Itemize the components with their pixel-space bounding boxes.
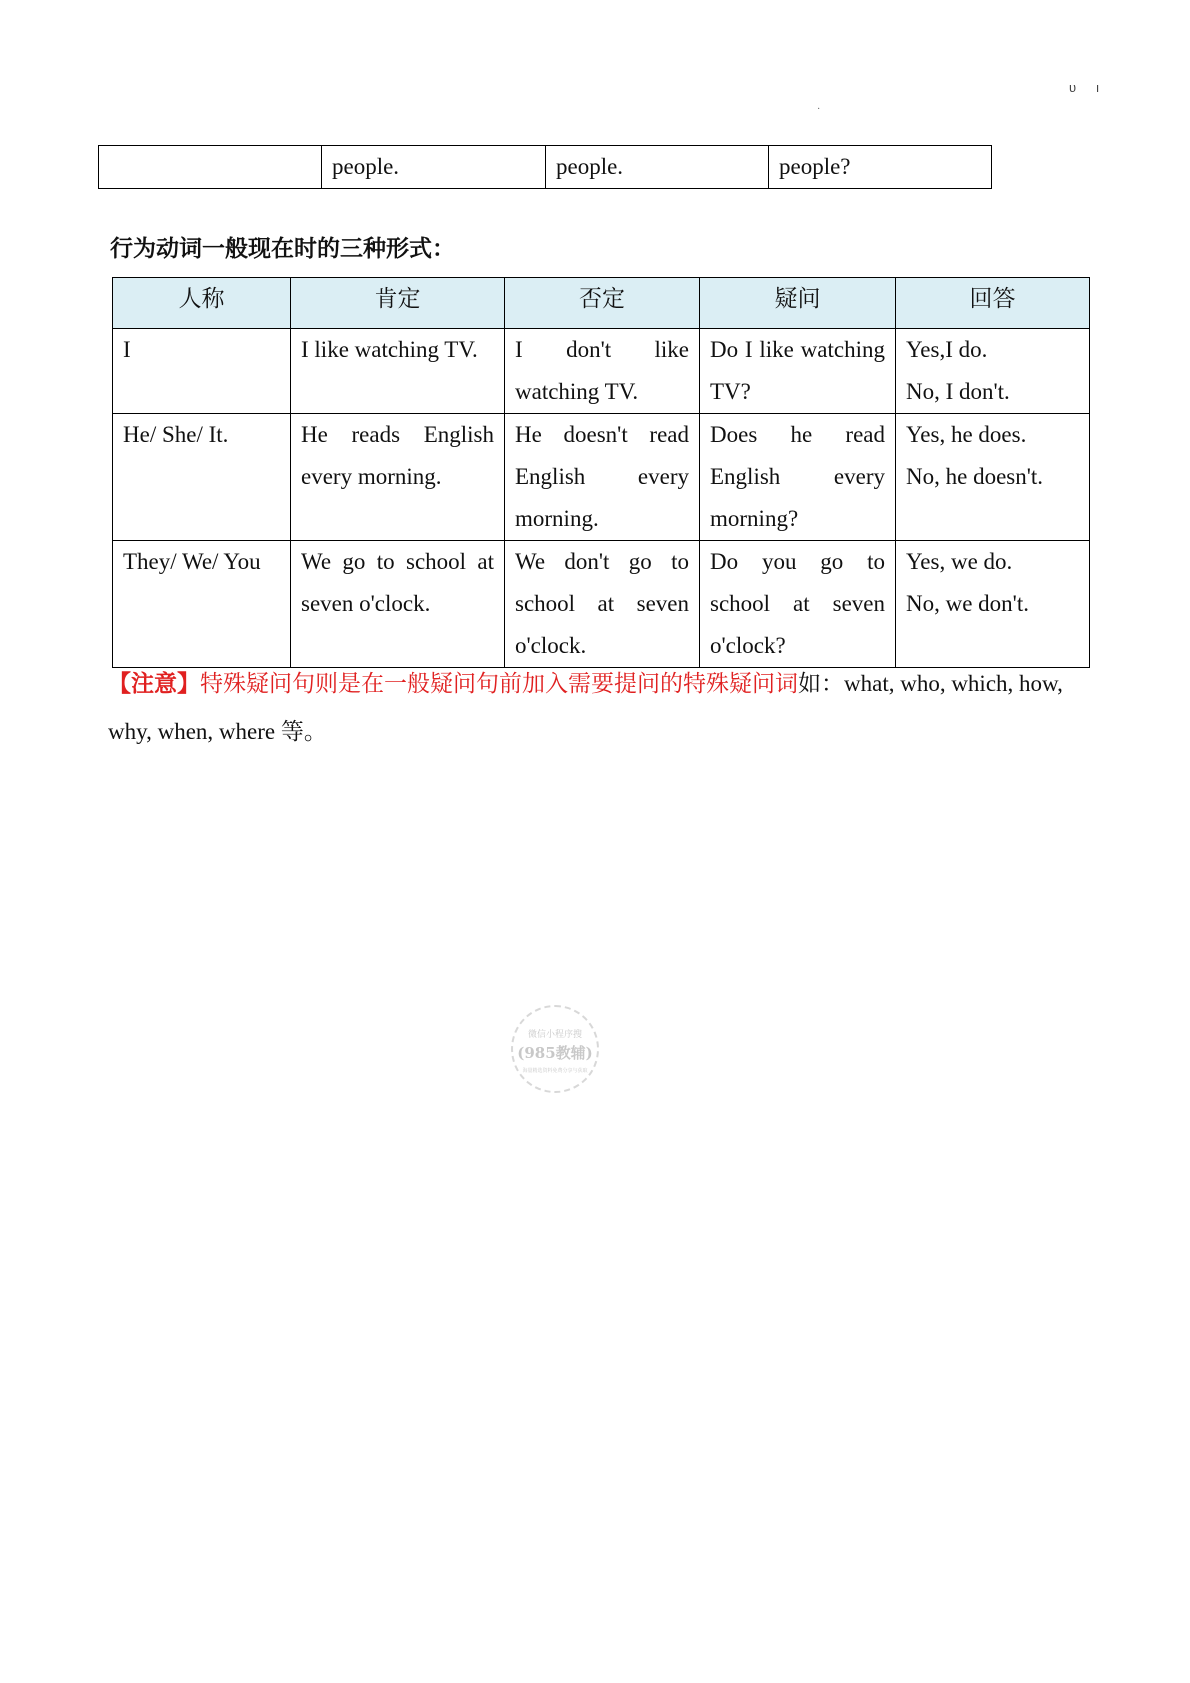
cell-answer bbox=[896, 329, 1090, 414]
header-answer: 回答 bbox=[896, 278, 1090, 329]
cell-answer bbox=[896, 414, 1090, 541]
cell-question: Do you go to school at seven o'clock? bbox=[700, 541, 896, 668]
cell-affirmative: I like watching TV. bbox=[291, 329, 505, 414]
answer-yes: Yes, he does. bbox=[906, 422, 1027, 447]
cell-affirmative: He reads English every morning. bbox=[291, 414, 505, 541]
cell-affirmative: We go to school at seven o'clock. bbox=[291, 541, 505, 668]
table-cell: people? bbox=[769, 146, 992, 189]
note-red-text: 特殊疑问句则是在一般疑问句前加入需要提问的特殊疑问词 bbox=[200, 671, 798, 697]
cell-person: They/ We/ You bbox=[113, 541, 291, 668]
cell-person: I bbox=[113, 329, 291, 414]
continued-table bbox=[98, 145, 992, 189]
page-header-dot: · bbox=[817, 104, 821, 115]
note-paragraph bbox=[108, 660, 1098, 756]
cell-negative: He doesn't read English every morning. bbox=[505, 414, 700, 541]
cell-answer bbox=[896, 541, 1090, 668]
table-cell bbox=[99, 146, 322, 189]
header-question: 疑问 bbox=[700, 278, 896, 329]
note-rest-text: 如：what, who, which, how, why, when, where 等。 bbox=[108, 671, 1063, 744]
table-row bbox=[113, 541, 1090, 668]
page-header-mark: υ ı bbox=[1069, 80, 1108, 95]
table-header-row bbox=[113, 278, 1090, 329]
cell-question: Do I like watching TV? bbox=[700, 329, 896, 414]
note-tag: 【注意】 bbox=[108, 671, 200, 697]
answer-no: No, we don't. bbox=[906, 591, 1029, 616]
table-row bbox=[113, 329, 1090, 414]
answer-no: No, he doesn't. bbox=[906, 464, 1044, 489]
watermark-stamp bbox=[511, 1005, 599, 1093]
answer-no: No, I don't. bbox=[906, 379, 1010, 404]
answer-yes: Yes,I do. bbox=[906, 337, 988, 362]
cell-negative: I don't like watching TV. bbox=[505, 329, 700, 414]
stamp-line1: 微信小程序搜 bbox=[527, 1030, 582, 1040]
cell-person: He/ She/ It. bbox=[113, 414, 291, 541]
stamp-line3: 海量精选资料免费分享与获取 bbox=[522, 1068, 588, 1074]
table-row bbox=[113, 414, 1090, 541]
stamp-line2: (985教辅) bbox=[517, 1044, 593, 1062]
verb-forms-table bbox=[112, 277, 1090, 668]
table-cell: people. bbox=[546, 146, 769, 189]
header-affirmative: 肯定 bbox=[291, 278, 505, 329]
table-cell: people. bbox=[322, 146, 546, 189]
cell-question: Does he read English every morning? bbox=[700, 414, 896, 541]
table-row bbox=[99, 146, 992, 189]
answer-yes: Yes, we do. bbox=[906, 549, 1013, 574]
header-person: 人称 bbox=[113, 278, 291, 329]
section-heading: 行为动词一般现在时的三种形式： bbox=[110, 236, 455, 262]
header-negative: 否定 bbox=[505, 278, 700, 329]
cell-negative: We don't go to school at seven o'clock. bbox=[505, 541, 700, 668]
